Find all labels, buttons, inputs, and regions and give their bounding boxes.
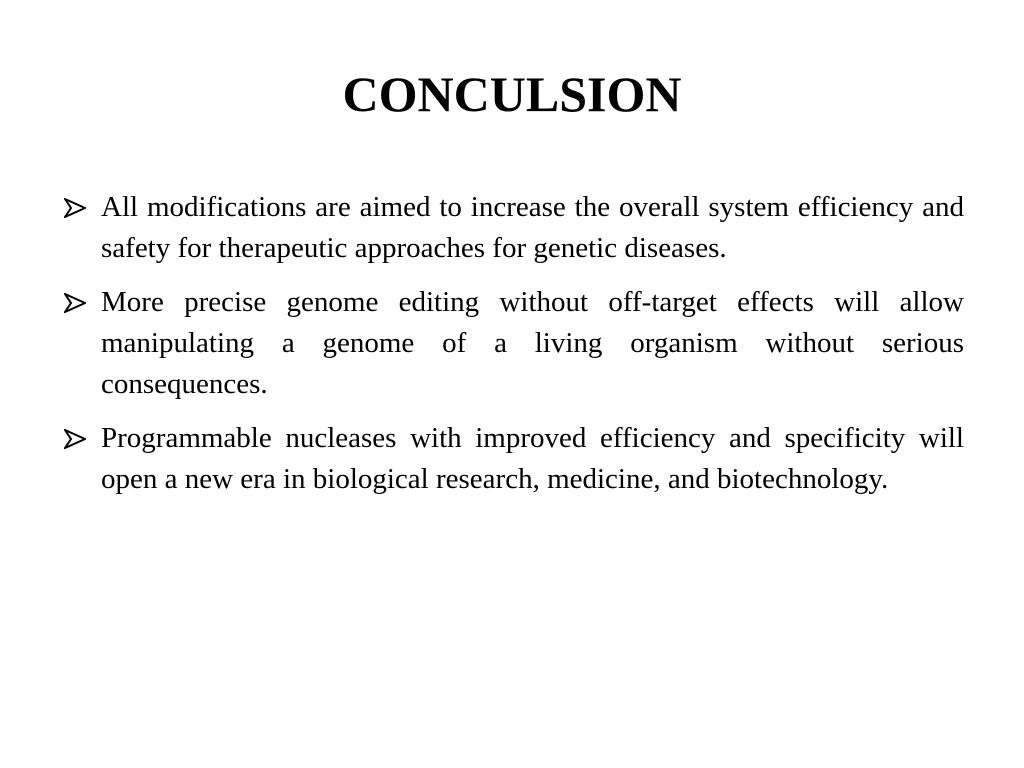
arrowhead-bullet-icon [64, 293, 86, 313]
slide-title: CONCULSION [342, 66, 682, 122]
bullet-text: Programmable nucleases with improved efficiency and specificity will open a new era in biological research, medicine, and biotechnology. [101, 422, 964, 495]
bullet-item [62, 418, 964, 500]
bullet-item [62, 282, 964, 405]
bullet-text: All modifications are aimed to increase the overall system efficiency and safety for therapeutic approaches for genetic diseases. [101, 191, 964, 264]
bullet-item [62, 187, 964, 269]
arrowhead-bullet-icon [64, 429, 86, 449]
bullet-text: More precise genome editing without off-target effects will allow manipulating a genome of a living organism without serious consequences. [101, 286, 964, 400]
arrowhead-bullet-icon [64, 198, 86, 218]
bullet-list [62, 187, 964, 513]
